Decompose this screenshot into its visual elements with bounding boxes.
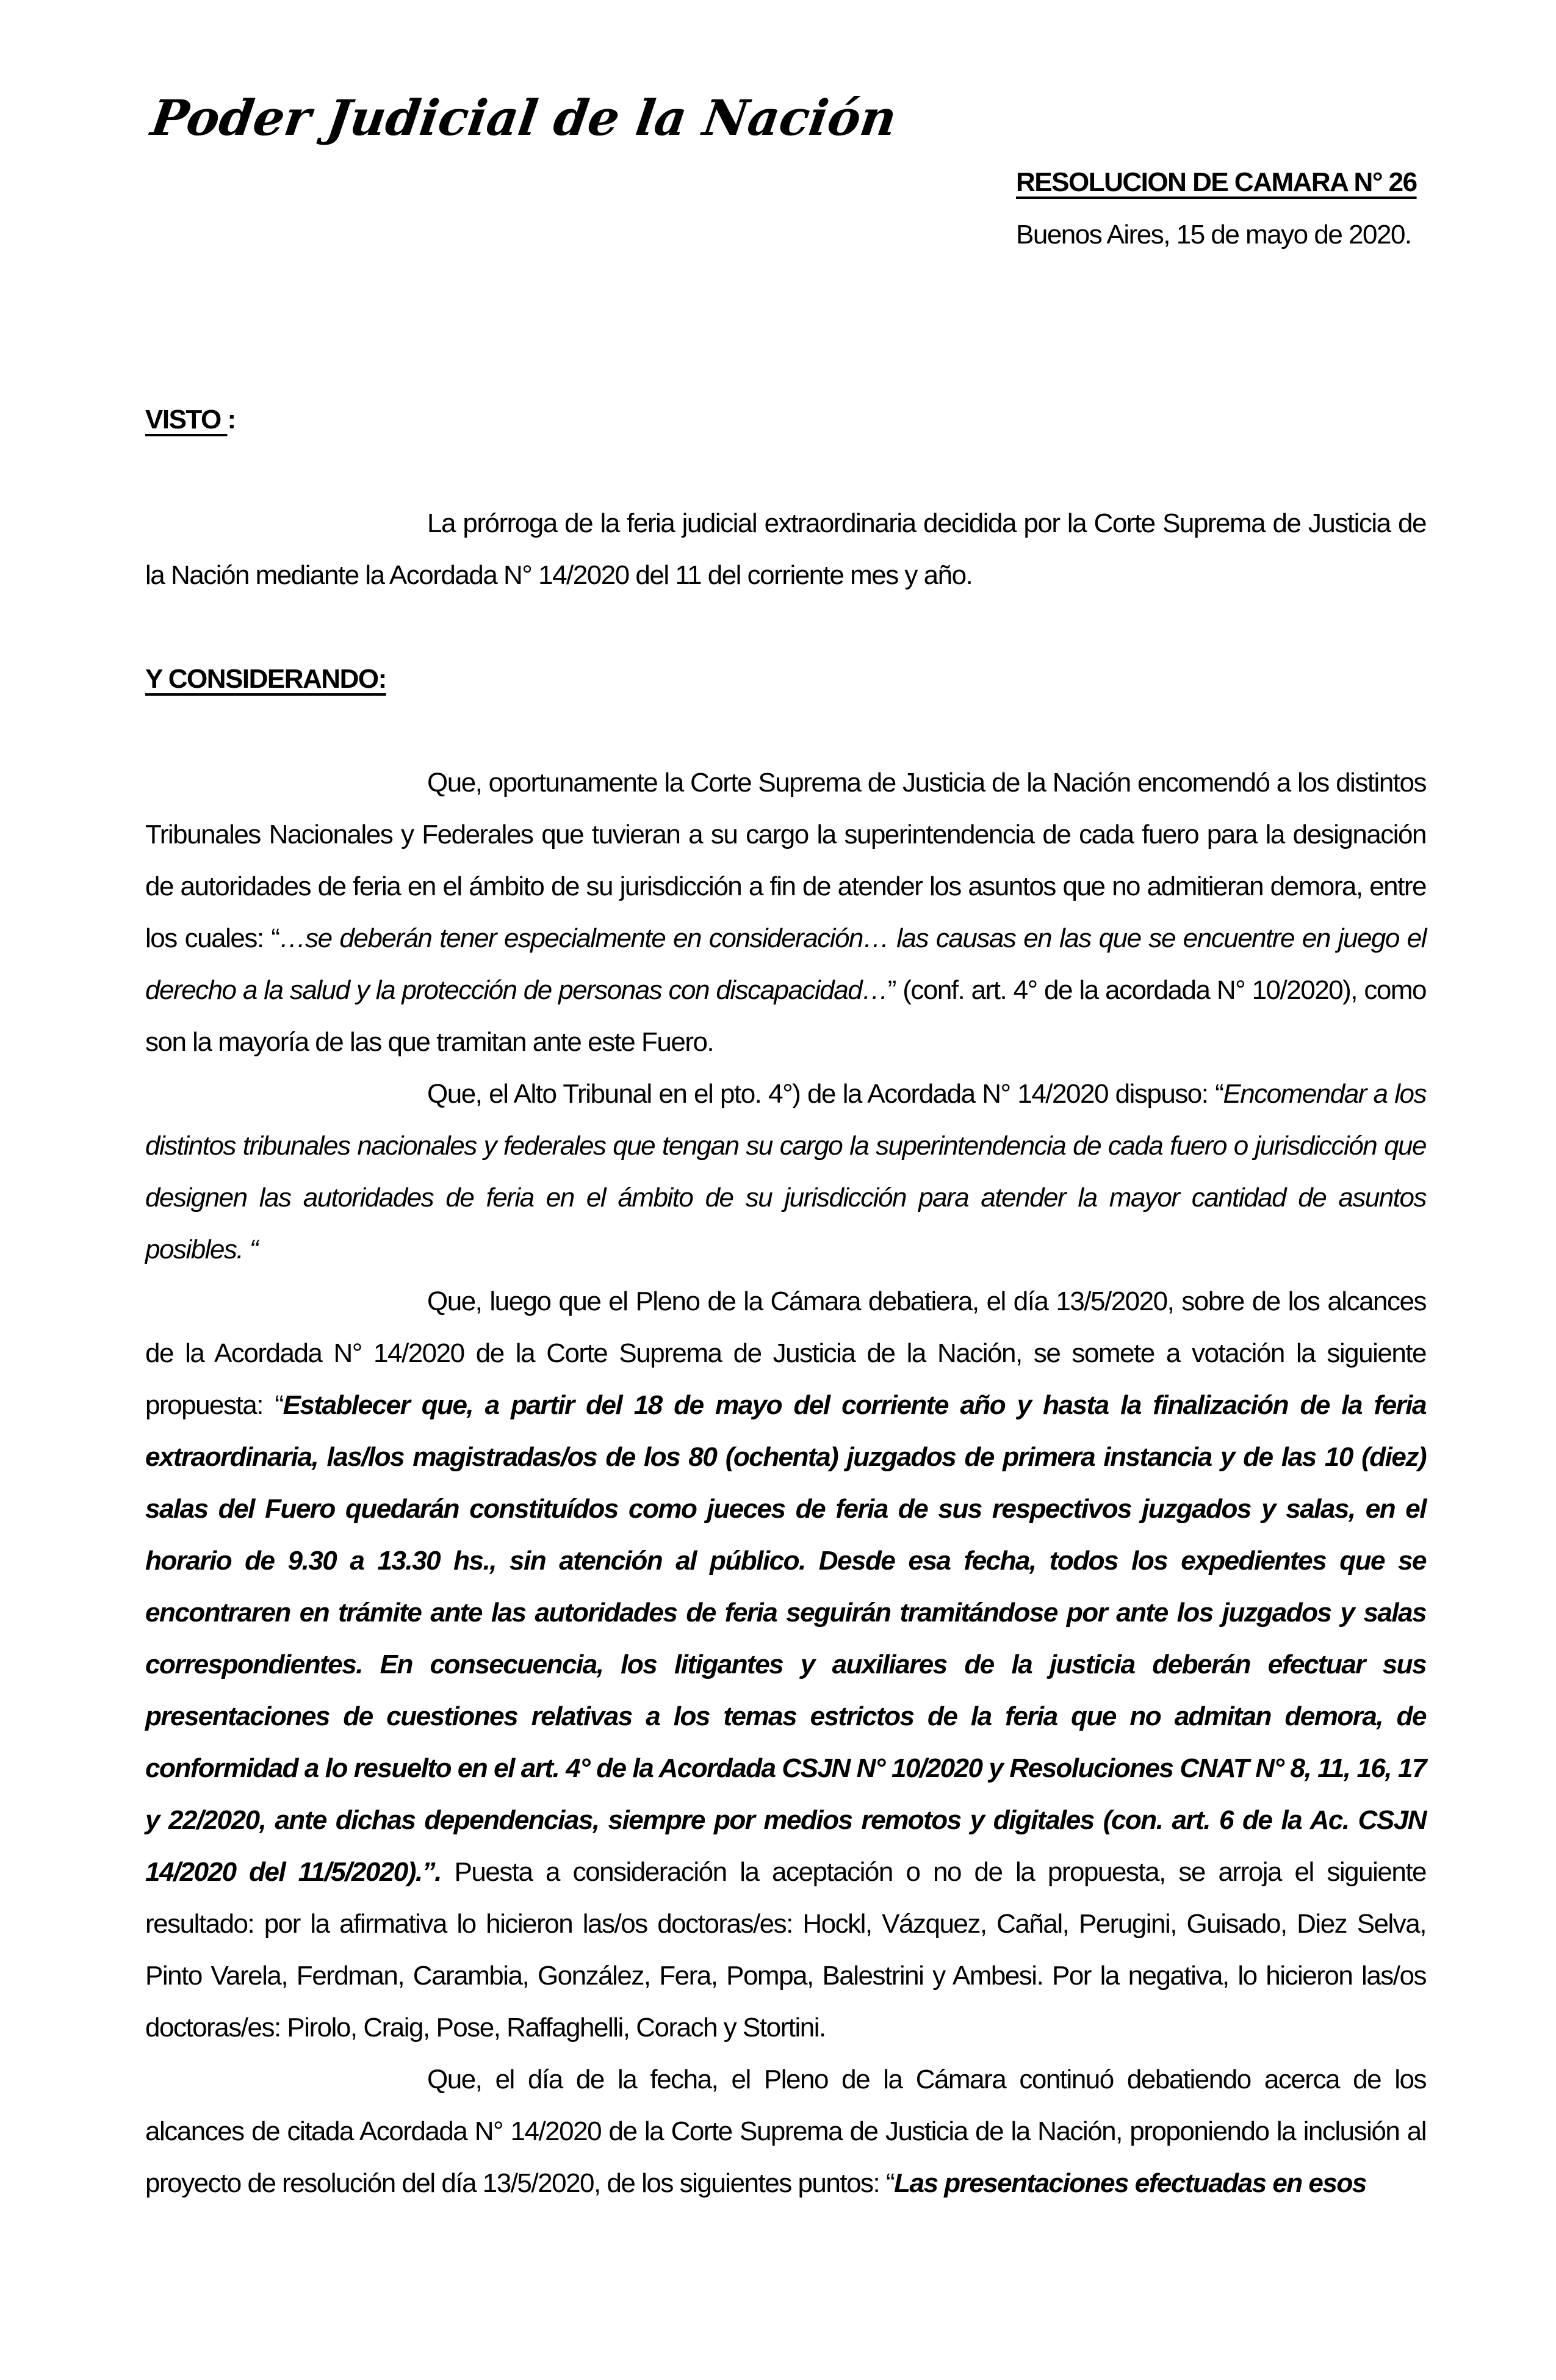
visto-paragraph <box>145 497 1426 601</box>
date-line: Buenos Aires, 15 de mayo de 2020. <box>1016 220 1411 250</box>
resolution-title: RESOLUCION DE CAMARA N° 26 <box>1016 167 1417 197</box>
considerando-paragraph-2 <box>145 1068 1426 1275</box>
text-run: Puesta a consideración la aceptación o no de la propuesta, se arroja el siguiente resultado: por la afirmativa lo hicieron las/os doctoras/es: Hockl, Vázquez, Cañal, Perugini, Guisado, Diez Selva, Pinto Varela, Ferdman, Carambia, González, Fera, Pompa, Balestrini y Ambesi. Por la negativa, lo hicieron las/os doctoras/es: Pirolo, Craig, Pose, Raffaghelli, Corach y Stortini. <box>145 1857 1427 2043</box>
text-run: ” (conf. art. 4° de la acordada N° 10/2020), como son la mayoría de las que tramitan ante este Fuero. <box>145 975 1426 1057</box>
text-run: Las presentaciones efectuadas en esos <box>894 2168 1366 2198</box>
considerando-paragraph-4 <box>145 2054 1426 2209</box>
text-run: Que, el Alto Tribunal en el pto. 4°) de la Acordada N° 14/2020 dispuso: “ <box>427 1079 1223 1109</box>
considerando-paragraph-1 <box>145 757 1426 1068</box>
text-run: Que, oportunamente la Corte Suprema de Justicia de la Nación encomendó a los distintos Tribunales Nacionales y Federales que tuvieran a su cargo la superintendencia de cada fuero para la designación de autoridades de feria en el ámbito de su jurisdicción a fin de atender los asuntos que no admitieran demora, entre los cuales: “ <box>145 768 1426 953</box>
document-body <box>145 394 1426 2209</box>
considerando-paragraph-3 <box>145 1275 1426 2054</box>
visto-heading <box>145 394 1426 445</box>
text-run: Encomendar a los distintos tribunales nacionales y federales que tengan su cargo la superintendencia de cada fuero o jurisdicción que designen las autoridades de feria en el ámbito de su jurisdicción para atender la mayor cantidad de asuntos posibles. “ <box>145 1079 1426 1264</box>
text-run: : <box>227 405 236 435</box>
text-run: VISTO <box>145 405 228 435</box>
text-run: Y CONSIDERANDO: <box>145 664 386 694</box>
text-run: …se deberán tener especialmente en consideración… las causas en las que se encuentre en juego el derecho a la salud y la protección de personas con discapacidad… <box>145 923 1426 1005</box>
text-run: La prórroga de la feria judicial extraordinaria decidida por la Corte Suprema de Justicia de la Nación mediante la Acordada N° 14/2020 del 11 del corriente mes y año. <box>145 508 1426 590</box>
text-run: Que, luego que el Pleno de la Cámara debatiera, el día 13/5/2020, sobre de los alcances de la Acordada N° 14/2020 de la Corte Suprema de Justicia de la Nación, se somete a votación la siguiente propuesta: “ <box>145 1286 1426 1420</box>
text-run: Establecer que, a partir del 18 de mayo del corriente año y hasta la finalización de la feria extraordinaria, las/los magistradas/os de los 80 (ochenta) juzgados de primera instancia y de las 10 (diez) salas del Fuero quedarán constituídos como jueces de feria de sus respectivos juzgados y salas, en el horario de 9.30 a 13.30 hs., sin atención al público. Desde esa fecha, todos los expedientes que se encontraren en trámite ante las autoridades de feria seguirán tramitándose por ante los juzgados y salas correspondientes. En consecuencia, los litigantes y auxiliares de la justicia deberán efectuar sus presentaciones de cuestiones relativas a los temas estrictos de la feria que no admitan demora, de conformidad a lo resuelto en el art. 4° de la Acordada CSJN N° 10/2020 y Resoluciones CNAT N° 8, 11, 16, 17 y 22/2020, ante dichas dependencias, siempre por medios remotos y digitales (con. art. 6 de la Ac. CSJN 14/2020 del 11/5/2020).”. <box>145 1390 1426 1887</box>
header-block <box>1016 167 1426 250</box>
considerando-heading <box>145 653 1426 705</box>
court-logo: Poder Judicial de la Nación <box>147 89 901 146</box>
text-run: Que, el día de la fecha, el Pleno de la Cámara continuó debatiendo acerca de los alcances de citada Acordada N° 14/2020 de la Corte Suprema de Justicia de la Nación, proponiendo la inclusión al proyecto de resolución del día 13/5/2020, de los siguientes puntos: “ <box>145 2064 1426 2198</box>
